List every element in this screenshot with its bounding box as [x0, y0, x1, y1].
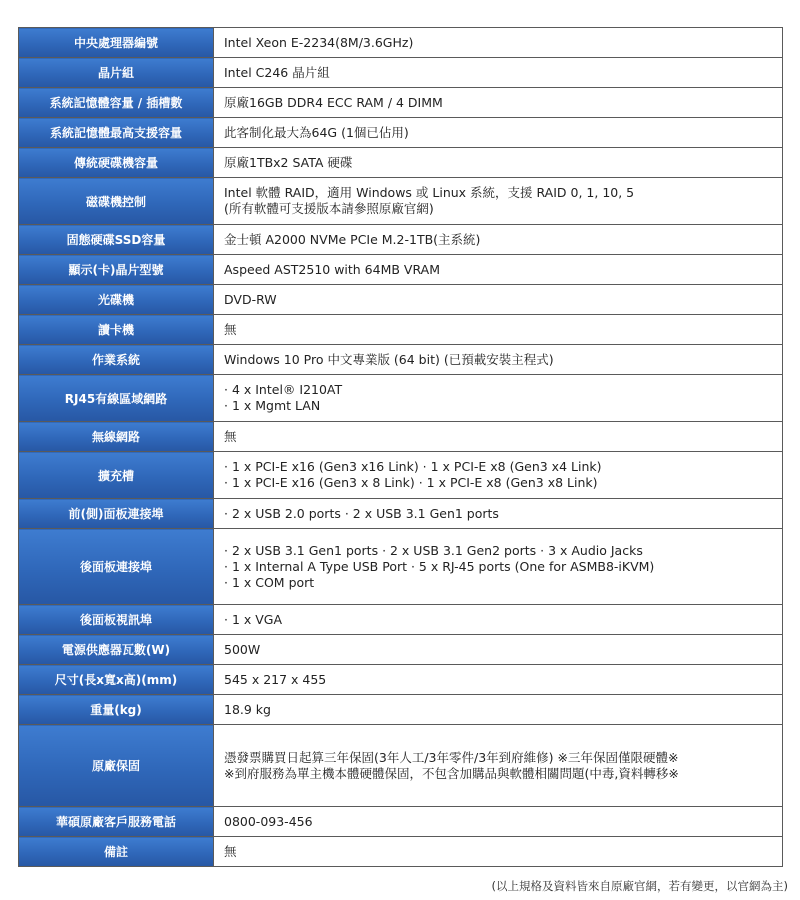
spec-row [19, 148, 783, 178]
spec-row [19, 499, 783, 529]
spec-label: 作業系統 [19, 345, 214, 375]
spec-value [214, 499, 783, 529]
spec-row [19, 178, 783, 225]
spec-row [19, 529, 783, 605]
spec-value-line: 金士頓 A2000 NVMe PCIe M.2-1TB(主系統) [224, 231, 481, 247]
spec-value-line: 18.9 kg [224, 701, 271, 717]
spec-value [214, 635, 783, 665]
spec-value-line: ※到府服務為單主機本體硬體保固，不包含加購品與軟體相關問題(中毒,資料轉移※ [224, 765, 679, 781]
spec-label: 系統記憶體最高支援容量 [19, 118, 214, 148]
spec-value-line: · 2 x USB 2.0 ports · 2 x USB 3.1 Gen1 ports [224, 505, 499, 521]
spec-label: 備註 [19, 837, 214, 867]
spec-label: 光碟機 [19, 285, 214, 315]
spec-row [19, 375, 783, 422]
spec-row [19, 255, 783, 285]
spec-value-line: Aspeed AST2510 with 64MB VRAM [224, 261, 440, 277]
spec-value [214, 725, 783, 807]
spec-value-line: 原廠1TBx2 SATA 硬碟 [224, 154, 353, 170]
spec-value-line: 無 [224, 428, 237, 444]
spec-value-line: · 4 x Intel® I210AT [224, 382, 343, 397]
spec-value [214, 529, 783, 605]
spec-label: 固態硬碟SSD容量 [19, 225, 214, 255]
spec-label: 前(側)面板連接埠 [19, 499, 214, 529]
spec-row [19, 118, 783, 148]
spec-label: 後面板連接埠 [19, 529, 214, 605]
spec-row [19, 605, 783, 635]
spec-value [214, 255, 783, 285]
spec-value-line: (所有軟體可支援版本請參照原廠官網) [224, 201, 434, 216]
spec-row [19, 88, 783, 118]
spec-value-line: Intel C246 晶片組 [224, 64, 330, 80]
spec-value-line: · 1 x VGA [224, 611, 283, 627]
spec-value-line: · 1 x Internal A Type USB Port · 5 x RJ-45 ports (One for ASMB8-iKVM) [224, 558, 655, 574]
spec-label: 系統記憶體容量 / 插槽數 [19, 88, 214, 118]
spec-row [19, 807, 783, 837]
spec-value-line: · 1 x PCI-E x16 (Gen3 x 8 Link) · 1 x PCI-E x8 (Gen3 x8 Link) [224, 475, 598, 490]
spec-label: 磁碟機控制 [19, 178, 214, 225]
spec-row [19, 285, 783, 315]
spec-row [19, 345, 783, 375]
spec-value [214, 58, 783, 88]
spec-value-line: 無 [224, 321, 237, 337]
spec-value-line: 500W [224, 641, 261, 657]
spec-label: 讀卡機 [19, 315, 214, 345]
spec-row [19, 665, 783, 695]
spec-row [19, 695, 783, 725]
spec-value [214, 452, 783, 499]
spec-value-line: · 1 x Mgmt LAN [224, 398, 321, 413]
spec-value [214, 28, 783, 58]
footnote: (以上規格及資料皆來自原廠官網，若有變更，以官網為主) [491, 879, 788, 893]
spec-row [19, 225, 783, 255]
spec-value-line: 憑發票購買日起算三年保固(3年人工/3年零件/3年到府維修) ※三年保固僅限硬體※ [224, 749, 679, 765]
spec-row [19, 635, 783, 665]
spec-value-line: 545 x 217 x 455 [224, 671, 327, 687]
spec-row [19, 315, 783, 345]
spec-value-line: · 1 x COM port [224, 574, 315, 590]
spec-value [214, 118, 783, 148]
spec-label: 尺寸(長x寬x高)(mm) [19, 665, 214, 695]
spec-value-line: 無 [224, 843, 237, 859]
spec-value [214, 285, 783, 315]
spec-label: 傳統硬碟機容量 [19, 148, 214, 178]
spec-label: 重量(kg) [19, 695, 214, 725]
spec-value-line: 0800-093-456 [224, 813, 313, 829]
spec-value-line: Intel 軟體 RAID，適用 Windows 或 Linux 系統，支援 RAID 0, 1, 10, 5 [224, 185, 635, 200]
spec-label: 電源供應器瓦數(W) [19, 635, 214, 665]
spec-label: 晶片組 [19, 58, 214, 88]
spec-value [214, 148, 783, 178]
spec-value-line: 此客制化最大為64G (1個已佔用) [224, 124, 409, 140]
spec-value [214, 422, 783, 452]
spec-value [214, 178, 783, 225]
spec-value [214, 605, 783, 635]
spec-row [19, 452, 783, 499]
spec-row [19, 58, 783, 88]
spec-value [214, 315, 783, 345]
spec-value-line: Intel Xeon E-2234(8M/3.6GHz) [224, 34, 414, 50]
spec-value-line: · 2 x USB 3.1 Gen1 ports · 2 x USB 3.1 Gen2 ports · 3 x Audio Jacks [224, 542, 643, 558]
spec-label: 原廠保固 [19, 725, 214, 807]
spec-label: 顯示(卡)晶片型號 [19, 255, 214, 285]
spec-value [214, 225, 783, 255]
spec-label: 後面板視訊埠 [19, 605, 214, 635]
spec-value [214, 665, 783, 695]
spec-label: 華碩原廠客戶服務電話 [19, 807, 214, 837]
spec-value [214, 837, 783, 867]
spec-label: RJ45有線區域網路 [19, 375, 214, 422]
spec-value-line: · 1 x PCI-E x16 (Gen3 x16 Link) · 1 x PCI-E x8 (Gen3 x4 Link) [224, 459, 602, 474]
spec-value [214, 88, 783, 118]
spec-value [214, 695, 783, 725]
spec-row [19, 725, 783, 807]
spec-value [214, 807, 783, 837]
spec-row [19, 422, 783, 452]
spec-value-line: 原廠16GB DDR4 ECC RAM / 4 DIMM [224, 94, 443, 110]
spec-value-line: Windows 10 Pro 中文專業版 (64 bit) (已預載安裝主程式) [224, 351, 554, 367]
spec-label: 中央處理器編號 [19, 28, 214, 58]
spec-label: 無線網路 [19, 422, 214, 452]
spec-table [18, 27, 783, 867]
spec-row [19, 28, 783, 58]
spec-table-body [19, 28, 783, 867]
spec-value-line: DVD-RW [224, 291, 277, 307]
spec-row [19, 837, 783, 867]
spec-label: 擴充槽 [19, 452, 214, 499]
spec-value [214, 345, 783, 375]
spec-value [214, 375, 783, 422]
